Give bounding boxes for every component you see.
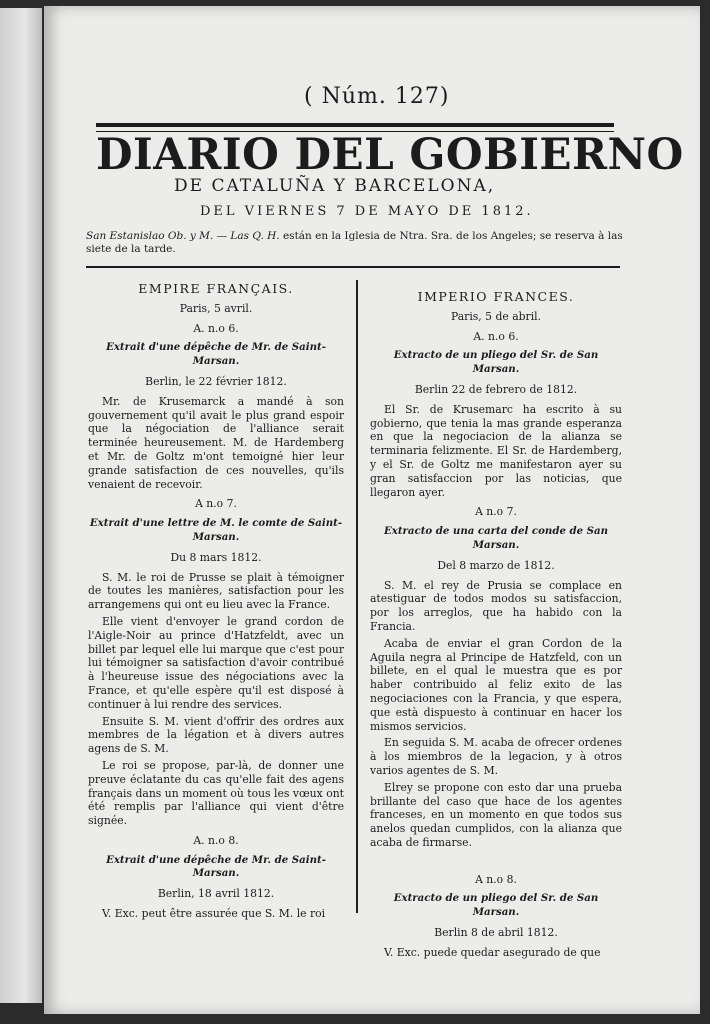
annex-paragraph: El Sr. de Krusemarc ha escrito à su gobierno, que tenia la mas grande esperanza en que la negociacion de la alianza se terminaria felizmente. El Sr. de Hardemberg, y el Sr. de Goltz me manifestaron ayer su gran satisfaccion por las noticias, que llegaron ayer. [370, 402, 622, 499]
annex-paragraph: S. M. le roi de Prusse se plait à témoigner de toutes les manières, satisfaction pour les arrangemens qui ont eu lieu avec la France. [88, 570, 344, 612]
newspaper-page [44, 6, 700, 1014]
spanish-heading: IMPERIO FRANCES. [417, 289, 575, 304]
annex-paragraph: Mr. de Krusemarck a mandé à son gouvernement qu'il avait le plus grand espoir que la négociation de l'alliance serait terminée heureusement. M. de Hardemberg et Mr. de Goltz m'ont temoigné hier leur grande satisfaction de ces nouvelles, qu'ils venaient de recevoir. [88, 394, 344, 491]
newspaper-title: DIARIO DEL GOBIERNO [96, 130, 684, 180]
spanish-place: Paris, 5 de abril. [450, 309, 542, 323]
annex-number: A n.o 7. [195, 497, 237, 511]
annex-number: A. n.o 8. [193, 833, 239, 847]
annex-extract-title: Extracto de una carta del conde de San Marsan. [384, 525, 608, 551]
annex-number: A n.o 7. [475, 505, 517, 519]
annex-paragraph: S. M. el rey de Prusia se complace en atestiguar de todos modos su satisfaccion, por los arreglos, que ha habido con la Francia. [370, 578, 622, 633]
annex-paragraph: Le roi se propose, par-là, de donner une preuve éclatante du cas qu'elle fait des agens français dans un moment où tous les vœux ont été remplis par l'alliance qui vient d'être signée. [88, 758, 344, 828]
annex-number: A. n.o 6. [193, 321, 239, 335]
column-divider [356, 280, 358, 913]
french-heading: EMPIRE FRANÇAIS. [138, 281, 294, 296]
annex-extract-title: Extracto de un pliego del Sr. de San Marsan. [393, 349, 599, 376]
issue-number: ( Núm. 127) [304, 84, 450, 109]
annex-extract-title: Extrait d'une lettre de M. le comte de Saint-Marsan. [89, 517, 343, 543]
french-place: Paris, 5 avril. [179, 301, 253, 315]
annex-extract-title: Extracto de un pliego del Sr. de San Marsan. [393, 892, 599, 919]
annex-extract-title: Extrait d'une dépêche de Mr. de Saint-Marsan. [106, 853, 326, 880]
french-column [88, 278, 344, 924]
saint-of-day-notice [86, 230, 626, 256]
annex-extract-title: Extrait d'une dépêche de Mr. de Saint-Marsan. [106, 341, 326, 368]
annex-dateline: Berlin, le 22 février 1812. [145, 374, 287, 388]
annex-paragraph: En seguida S. M. acaba de ofrecer ordenes à los miembros de la legacion, y à otros varios agentes de S. M. [370, 736, 622, 777]
newspaper-subtitle: DE CATALUÑA Y BARCELONA, [174, 176, 496, 196]
annex-dateline: Du 8 mars 1812. [170, 550, 262, 564]
saint-of-day-text: están en la Iglesia de Ntra. Sra. de los Angeles; se reserva à las siete de la tarde. [86, 230, 623, 255]
annex-dateline: Berlin 8 de abril 1812. [434, 926, 558, 940]
header-rule-thick [96, 123, 614, 127]
spanish-column [370, 286, 622, 963]
annex-paragraph: Elle vient d'envoyer le grand cordon de l'Aigle-Noir au prince d'Hatzfeldt, avec un billet par lequel elle lui marque que c'est pour lui témoigner sa satisfaction d'avoir contribué à l'heureuse issue des négociations avec la France, et qu'elle espère qu'il est disposé à continuer à lui rendre des services. [88, 614, 344, 711]
section-rule [86, 266, 620, 268]
adjacent-page-edge [0, 8, 42, 1003]
annex-number: A n.o 8. [475, 872, 517, 886]
annex-dateline: Berlin, 18 avril 1812. [157, 887, 275, 901]
issue-date: DEL VIERNES 7 DE MAYO DE 1812. [200, 204, 534, 219]
annex-paragraph: Acaba de enviar el gran Cordon de la Aguila negra al Principe de Hatzfeld, con un billete, en el qual le muestra que es por haber contribuido al feliz exito de las negociaciones con la Francia, y que espera, que està dispuesto à continuar en hacer los mismos servicios. [370, 636, 622, 733]
spacer [370, 853, 622, 867]
annex-paragraph: V. Exc. peut être assurée que S. M. le roi [102, 907, 326, 921]
annex-dateline: Berlin 22 de febrero de 1812. [414, 382, 578, 396]
annex-paragraph: Elrey se propone con esto dar una prueba brillante del caso que hace de los agentes franceses, en un momento en que todos sus anelos quedan cumplidos, con la alianza que acaba de firmarse. [370, 780, 622, 849]
annex-paragraph: V. Exc. puede quedar asegurado de que [384, 945, 601, 959]
annex-number: A. n.o 6. [473, 329, 519, 343]
saint-of-day-italic: San Estanislao Ob. y M. — Las Q. H. [86, 230, 280, 242]
annex-paragraph: Ensuite S. M. vient d'offrir des ordres aux membres de la légation et à divers autres agens de S. M. [88, 714, 344, 756]
annex-dateline: Del 8 marzo de 1812. [437, 558, 555, 572]
